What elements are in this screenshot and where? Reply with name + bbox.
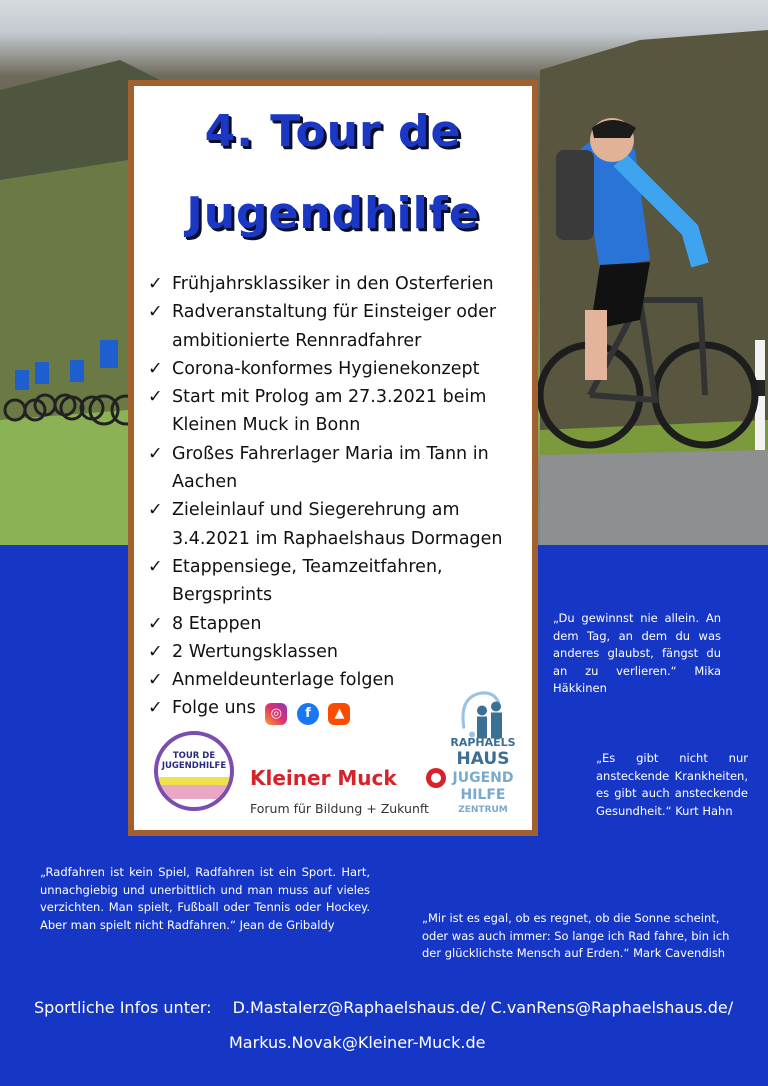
- kleiner-muck-logo-icon: [426, 768, 446, 788]
- check-icon: ✓: [148, 274, 163, 294]
- list-item: ✓ Frühjahrsklassiker in den Osterferien: [146, 270, 530, 298]
- check-icon: ✓: [148, 556, 163, 577]
- check-icon: ✓: [148, 698, 163, 719]
- quote-cavendish: „Mir ist es egal, ob es regnet, ob die Sonne scheint, oder was auch immer: So lange ich Rad fahre, bin ich der glücklichste Mensch auf Erden.“ Mark Cavendish: [422, 911, 730, 960]
- raphaelshaus-logo-line4: HILFE: [460, 787, 506, 803]
- raphaelshaus-logo-line5: ZENTRUM: [458, 805, 508, 815]
- list-item: ✓ Zieleinlauf und Siegerehrung am 3.4.2021 im Raphaelshaus Dormagen: [146, 496, 530, 553]
- tour-de-jugendhilfe-logo: TOUR DE JUGENDHILFE: [154, 731, 234, 811]
- check-icon: ✓: [148, 613, 163, 634]
- list-item: ✓ Etappensiege, Teamzeitfahren, Bergsprints: [146, 553, 530, 610]
- check-icon: ✓: [148, 500, 163, 521]
- list-item-follow: ✓ Folge uns ◎ f ▲: [146, 694, 530, 725]
- contact-line-1: [34, 998, 733, 1017]
- facebook-icon[interactable]: f: [297, 703, 319, 725]
- check-icon: ✓: [148, 387, 163, 408]
- title-line-1: 4. Tour de: [204, 106, 462, 157]
- list-item: ✓ 8 Etappen: [146, 610, 530, 638]
- contact-label: Sportliche Infos unter:: [34, 998, 212, 1017]
- title-line-2: Jugendhilfe: [186, 188, 480, 239]
- check-icon: ✓: [148, 302, 163, 323]
- raphaelshaus-logo-line3: JUGEND: [452, 770, 514, 786]
- raphaelshaus-logo-line2: HAUS: [456, 749, 510, 769]
- check-icon: ✓: [148, 670, 163, 691]
- contact-emails-2[interactable]: Markus.Novak@Kleiner-Muck.de: [229, 1033, 486, 1052]
- list-item: ✓ Start mit Prolog am 27.3.2021 beim Kleinen Muck in Bonn: [146, 383, 530, 440]
- quote-haekkinen: „Du gewinnst nie allein. An dem Tag, an dem du was anderes glaubst, fängst du an zu verlieren.“ Mika Häkkinen: [553, 611, 721, 695]
- quote-gribaldy: „Radfahren ist kein Spiel, Radfahren ist ein Sport. Hart, unnachgiebig und unerbittlich und man muss auf vieles verzichten. Man spielt, Fußball oder Tennis oder Hockey. Aber man spielt nicht Radfahren.“ Jean de Gribaldy: [40, 865, 370, 932]
- check-icon: ✓: [148, 443, 163, 464]
- raphaelshaus-logo-line1: RAPHAELS: [450, 736, 516, 749]
- list-item: ✓ Anmeldeunterlage folgen: [146, 666, 530, 694]
- list-item: ✓ 2 Wertungsklassen: [146, 638, 530, 666]
- contact-emails-1[interactable]: D.Mastalerz@Raphaelshaus.de/ C.vanRens@Raphaelshaus.de/: [232, 998, 734, 1017]
- kleiner-muck-logo-text: Kleiner Muck: [250, 766, 397, 790]
- quote-hahn: „Es gibt nicht nur ansteckende Krankheiten, es gibt auch ansteckende Gesundheit.“ Kurt Hahn: [596, 751, 748, 818]
- check-icon: ✓: [148, 358, 163, 379]
- kleiner-muck-subtitle: Forum für Bildung + Zukunft: [250, 801, 429, 816]
- instagram-icon[interactable]: ◎: [265, 703, 287, 725]
- check-icon: ✓: [148, 641, 163, 662]
- list-item: ✓ Großes Fahrerlager Maria im Tann in Aachen: [146, 440, 530, 497]
- info-card: [128, 80, 538, 836]
- list-item: ✓ Corona-konformes Hygienekonzept: [146, 355, 530, 383]
- list-item: ✓ Radveranstaltung für Einsteiger oder ambitionierte Rennradfahrer: [146, 298, 530, 355]
- strava-icon[interactable]: ▲: [328, 703, 350, 725]
